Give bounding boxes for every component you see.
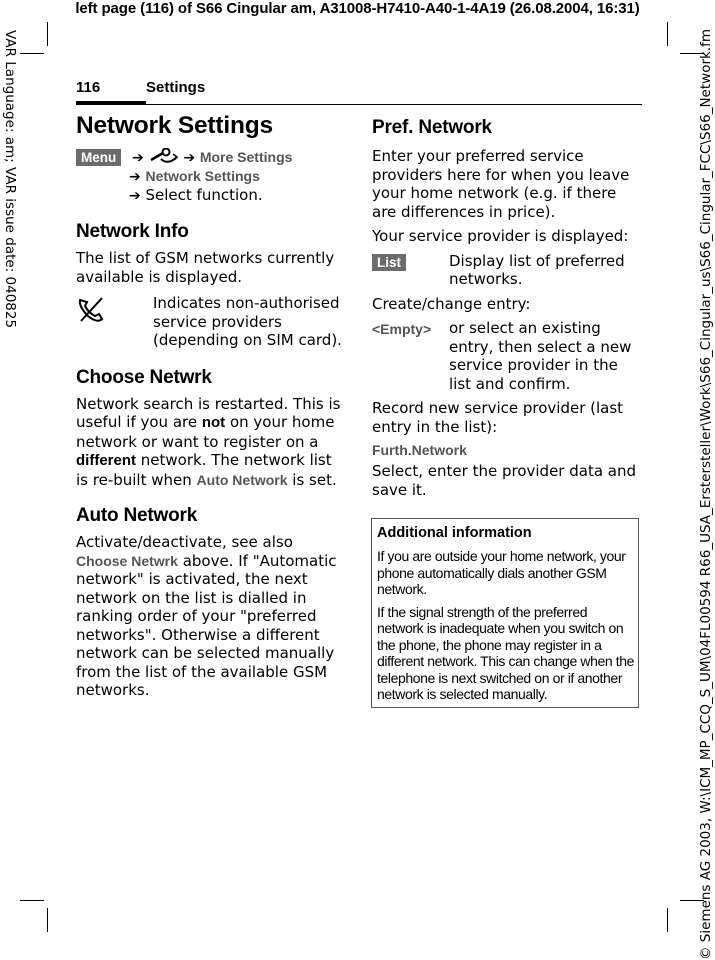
text-span: on your home network or want to register on a: [76, 413, 335, 451]
header-rule: [76, 104, 642, 105]
pref-network-text: Enter your preferred service providers here for when you leave your home network (e.g. if there are differences in price).: [372, 147, 630, 221]
print-header: left page (116) of S66 Cingular am, A31008-H7410-A40-1-4A19 (26.08.2004, 16:31): [75, 0, 640, 17]
menu-path-line: [76, 167, 344, 186]
menu-ref: Choose Netwrk: [76, 552, 178, 569]
menu-path-step: Network Settings: [145, 168, 260, 184]
heading-auto-network: Auto Network: [76, 505, 198, 526]
section-title: Settings: [146, 79, 206, 96]
crop-mark: [20, 53, 44, 54]
side-text-left: VAR Language: am; VAR issue date: 040825: [2, 30, 18, 329]
menu-path-step: More Settings: [199, 149, 293, 165]
provider-displayed-text: Your service provider is displayed:: [372, 227, 629, 245]
text-span: above. If "Automatic network" is activated, the next network on the list is dialled in ranking order of your "preferred networks". Otherwise a different network can be selected manually from the list of the available GSM networks.: [76, 551, 337, 699]
heading-choose-netwrk: Choose Netwrk: [76, 366, 212, 388]
info-text: If the signal strength of the preferred network is inadequate when you switch on the phone, the phone may register in a different network. This can change when the telephone is next switched on or if another network is selected manually.: [377, 603, 635, 702]
empty-description: or select an existing entry, then select a new service provider in the list and confirm.: [449, 319, 632, 393]
left-column: [76, 112, 344, 700]
crop-mark: [667, 22, 668, 46]
furth-network-key: Furth.Network: [372, 442, 467, 458]
crop-mark: [47, 22, 48, 46]
term: [372, 319, 449, 393]
heading-network-info: Network Info: [76, 221, 189, 242]
term: [76, 294, 153, 350]
list-definition: [372, 252, 640, 289]
list-key: List: [372, 254, 406, 271]
additional-info-box: [371, 518, 639, 708]
arrow-icon: ➔: [183, 150, 196, 166]
record-new-text: Record new service provider (last entry in the list):: [372, 399, 624, 436]
arrow-icon: ➔: [129, 188, 141, 204]
menu-path: [76, 148, 344, 167]
bold-span: different: [76, 452, 136, 469]
list-description: Display list of preferred networks.: [449, 251, 625, 288]
heading-pref-network: Pref. Network: [372, 117, 492, 138]
text-span: network. The network list is re-built when: [76, 451, 332, 489]
select-enter-text: Select, enter the provider data and save it.: [372, 462, 637, 499]
empty-key: <Empty>: [372, 321, 432, 337]
info-text: If you are outside your home network, your phone automatically dials another GSM network.: [377, 548, 626, 597]
arrow-icon: ➔: [132, 150, 144, 166]
crop-mark: [20, 900, 44, 901]
term: [372, 252, 449, 289]
phone-crossed-icon: [76, 294, 106, 324]
empty-definition: [372, 319, 640, 393]
create-change-text: Create/change entry:: [372, 294, 531, 313]
side-text-right: © Siemens AG 2003, W:\ICM_MP_CCQ_S_UM\04FL00594 R66_USA_Erstersteller\Work\S66_Cingular_us\S66_Cingular_FCC\S66_Network.fm: [698, 28, 714, 960]
page-number: 116: [76, 79, 101, 96]
menu-key: Menu: [76, 149, 121, 166]
bold-span: not: [201, 414, 226, 431]
menu-ref: Auto Network: [196, 471, 288, 488]
info-title: Additional information: [377, 525, 532, 541]
crop-mark: [667, 908, 668, 932]
icon-definition: [76, 294, 344, 350]
auto-network-text: [76, 533, 344, 700]
text-span: Activate/deactivate, see also: [76, 533, 293, 551]
crop-mark: [47, 908, 48, 932]
arrow-icon: ➔: [129, 169, 141, 185]
wrench-icon: [149, 148, 179, 164]
menu-path-line: [76, 186, 344, 205]
network-info-text: The list of GSM networks currently available is displayed.: [76, 249, 335, 286]
icon-description: Indicates non-authorised service providers (depending on SIM card).: [153, 294, 342, 349]
choose-netwrk-text: [76, 395, 344, 490]
page-title: Network Settings: [76, 112, 273, 139]
text-span: Network search is restarted. This is useful if you are: [76, 394, 341, 431]
text-span: is set.: [287, 470, 337, 489]
right-column: [372, 117, 640, 499]
menu-path-step: Select function.: [145, 186, 263, 204]
